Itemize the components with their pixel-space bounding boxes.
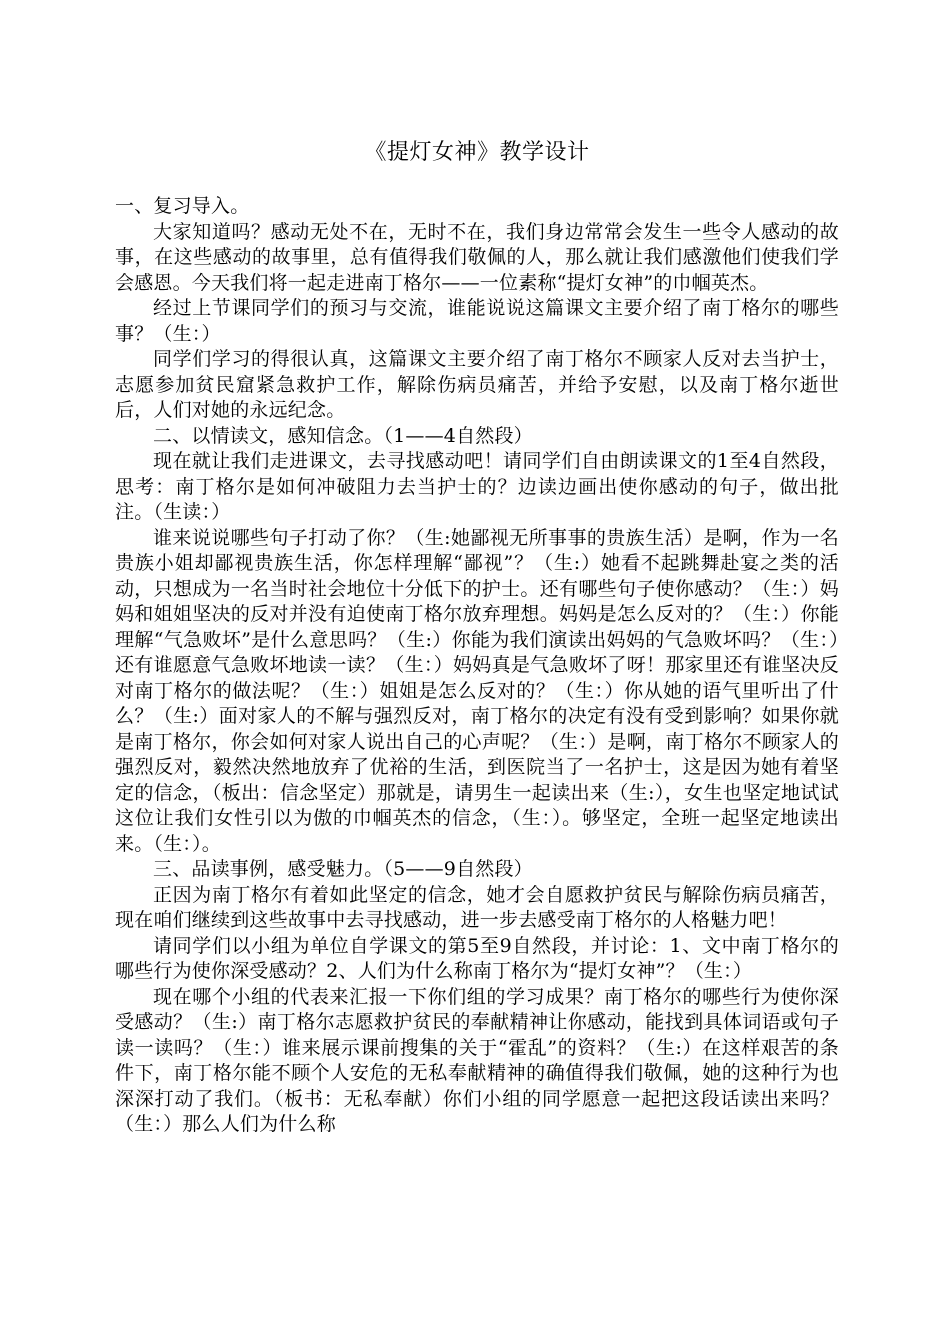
section-heading-belief: 二、以情读文，感知信念。（1——4自然段）: [153, 424, 533, 447]
paragraph: 正因为南丁格尔有着如此坚定的信念，她才会自愿救护贫民与解除伤病员痛苦，现在咱们继续到这些故事中去寻找感动，进一步去感受南丁格尔的人格魅力吧！: [115, 883, 839, 931]
paragraph: 经过上节课同学们的预习与交流，谁能说说这篇课文主要介绍了南丁格尔的哪些事？（生：）: [115, 297, 839, 345]
paragraph: 现在哪个小组的代表来汇报一下你们组的学习成果？南丁格尔的哪些行为使你深受感动？（生:）南丁格尔志愿救护贫民的奉献精神让你感动，能找到具体词语或句子读一读吗？（生：）谁来展示课前搜集的关于“霍乱”的资料？（生:）在这样艰苦的条件下，南丁格尔能不顾个人安危的无私奉献精神的确值得我们敬佩，她的这种行为也深深打动了我们。（板书：无私奉献）你们小组的同学愿意一起把这段话读出来吗？（生：）那么人们为什么称: [115, 985, 839, 1135]
section-heading-review: 一、复习导入。: [115, 195, 250, 217]
paragraph: 请同学们以小组为单位自学课文的第5至9自然段，并讨论：1、文中南丁格尔的哪些行为使你深受感动？2、人们为什么称南丁格尔为“提灯女神”？（生：）: [115, 934, 839, 982]
document-title: 《提灯女神》教学设计: [364, 140, 590, 165]
paragraph: 现在就让我们走进课文，去寻找感动吧！请同学们自由朗读课文的1至4自然段，思考：南丁格尔是如何冲破阻力去当护士的？边读边画出使你感动的句子，做出批注。（生读：）: [115, 450, 839, 523]
paragraph: 同学们学习的得很认真，这篇课文主要介绍了南丁格尔不顾家人反对去当护士，志愿参加贫民窟紧急救护工作，解除伤病员痛苦，并给予安慰，以及南丁格尔逝世后，人们对她的永远纪念。: [115, 348, 839, 421]
paragraph: 大家知道吗？感动无处不在，无时不在，我们身边常常会发生一些令人感动的故事，在这些感动的故事里，总有值得我们敬佩的人，那么就让我们感激他们使我们学会感恩。今天我们将一起走进南丁格尔——一位素称“提灯女神”的巾帼英杰。: [115, 220, 839, 294]
paragraph: 谁来说说哪些句子打动了你？（生:她鄙视无所事事的贵族生活）是啊，作为一名贵族小姐却鄙视贵族生活，你怎样理解“鄙视”？（生:）她看不起跳舞赴宴之类的活动，只想成为一名当时社会地位十分低下的护士。还有哪些句子使你感动？（生：）妈妈和姐姐坚决的反对并没有迫使南丁格尔放弃理想。妈妈是怎么反对的？（生：）你能理解“气急败坏”是什么意思吗？（生:）你能为我们演读出妈妈的气急败坏吗？（生：）还有谁愿意气急败坏地读一读？（生：）妈妈真是气急败坏了呀！那家里还有谁坚决反对南丁格尔的做法呢？（生：）姐姐是怎么反对的？（生：）你从她的语气里听出了什么？（生:）面对家人的不解与强烈反对，南丁格尔的决定有没有受到影响？如果你就是南丁格尔，你会如何对家人说出自己的心声呢？（生：）是啊，南丁格尔不顾家人的强烈反对，毅然决然地放弃了优裕的生活，到医院当了一名护士，这是因为她有着坚定的信念，（板出：信念坚定）那就是，请男生一起读出来（生:），女生也坚定地试试这位让我们女性引以为傲的巾帼英杰的信念，（生：）。够坚定，全班一起坚定地读出来。（生：）。: [115, 526, 839, 855]
section-heading-charm: 三、品读事例，感受魅力。（5——9自然段）: [153, 858, 533, 880]
document-page: [115, 138, 839, 1138]
